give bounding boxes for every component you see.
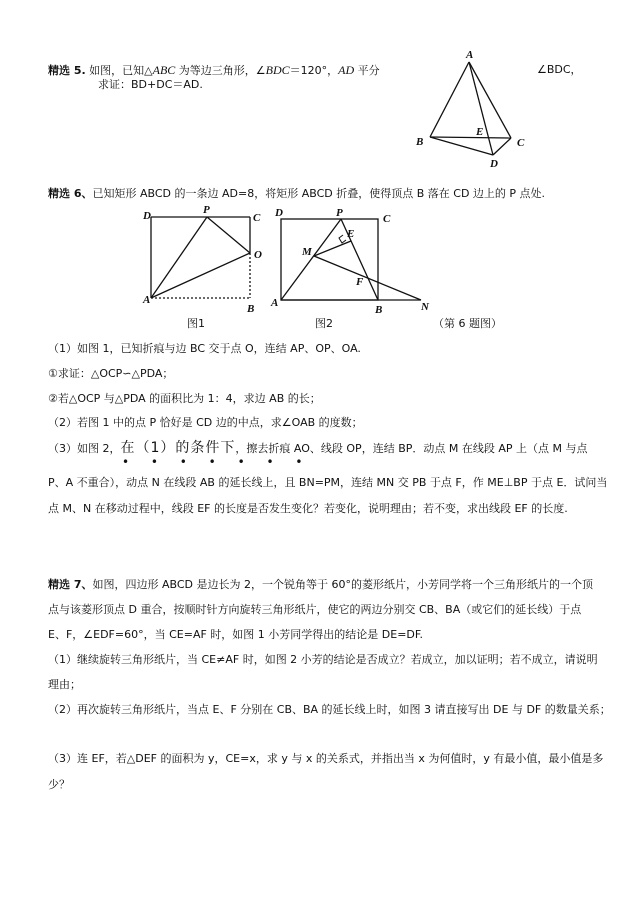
problem-6-q1: （1）如图 1，已知折痕与边 BC 交于点 O，连结 AP、OP、OA. [48, 342, 361, 355]
fig1-label-o: O [254, 249, 262, 261]
fig2-label-c: C [383, 213, 391, 225]
fig1-label-b: B [247, 303, 255, 315]
problem-6-q2: （2）若图 1 中的点 P 恰好是 CD 边的中点，求∠OAB 的度数； [48, 416, 363, 429]
problem-6-intro-text: 已知矩形 ABCD 的一条边 AD=8，将矩形 ABCD 折叠，使得顶点 B 落在 CD 边上的 P 点处. [92, 187, 546, 200]
problem-7-q2: （2）再次旋转三角形纸片，当点 E、F 分别在 CB、BA 的延长线上时，如图 3 请直接写出 DE 与 DF 的数量关系； [48, 703, 611, 716]
fig1-label-p: P [203, 204, 210, 216]
problem-5-text-b: 为等边三角形，∠ [175, 64, 266, 77]
problem-7-q3b: 少？ [48, 778, 70, 791]
problem-6-q3-start: （3）如图 2， [48, 442, 121, 455]
problem-7-line-1 [48, 578, 593, 592]
problem-5-text-d: 平分 [354, 64, 380, 77]
fig2-label-p: P [336, 207, 343, 219]
problem-6-q3-rest: ，擦去折痕 AO、线段 OP，连结 BP．动点 M 在线段 AP 上（点 M 与点 [235, 442, 588, 455]
problem-5-bdc: BDC [265, 63, 290, 77]
fig1-label-c: C [253, 212, 261, 224]
fig2-label-n: N [421, 301, 429, 313]
problem-6-q1a: ①求证：△OCP∽△PDA； [48, 367, 174, 380]
problem-7-q1b: 理由； [48, 678, 81, 691]
fig2-label-a: A [271, 297, 279, 309]
problem-6-q3-emphasis: 在（1）的条件下 [120, 440, 236, 456]
problem-6-q3-line-3: 点 M、N 在移动过程中，线段 EF 的长度是否发生变化？若变化，说明理由；若不变，求出线段 EF 的长度. [48, 502, 568, 515]
figure-1-caption: 图1 [187, 317, 205, 330]
problem-5-text-c: ＝120°， [289, 64, 339, 77]
fig2-label-d: D [275, 207, 283, 219]
figure-note: （第 6 题图） [433, 317, 502, 330]
problem-5-label: 精选 5. [48, 64, 86, 77]
fig2-label-e: E [347, 228, 355, 240]
problem-5-right-text: ∠BDC， [537, 63, 582, 76]
problem-6-label: 精选 6、 [48, 187, 93, 200]
fig1-label-d: D [143, 210, 151, 222]
problem-6-q1b: ②若△OCP 与△PDA 的面积比为 1：4，求边 AB 的长； [48, 392, 321, 405]
problem-7-label: 精选 7、 [48, 578, 93, 591]
problem-6-q3-line-1 [48, 441, 588, 456]
problem-7-q3a: （3）连 EF，若△DEF 的面积为 y，CE=x，求 y 与 x 的关系式，并指出当 x 为何值时，y 有最小值，最小值是多 [48, 752, 604, 765]
fig2-label-m: M [302, 246, 312, 258]
fig2-label-b: B [375, 304, 383, 316]
fig1-label-a: A [143, 294, 151, 306]
label-c: C [517, 137, 525, 149]
figure-1 [151, 217, 250, 298]
problem-5-line-2: 求证：BD+DC＝AD. [98, 78, 203, 91]
label-e: E [476, 126, 484, 138]
label-a: A [466, 49, 474, 61]
problem-7-line-3: E、F，∠EDF=60°，当 CE=AF 时，如图 1 小芳同学得出的结论是 DE=DF. [48, 628, 423, 641]
problem-7-q1a: （1）继续旋转三角形纸片，当 CE≠AF 时，如图 2 小芳的结论是否成立？若成立，加以证明；若不成立，请说明 [48, 653, 598, 666]
problem-5-text-a: 如图，已知△ [89, 64, 153, 77]
problem-7-line-2: 点与该菱形顶点 D 重合，按顺时针方向旋转三角形纸片，使它的两边分别交 CB、BA（或它们的延长线）于点 [48, 603, 582, 616]
label-b: B [416, 136, 424, 148]
emphasis-dots: • • • • • • • [122, 455, 312, 469]
figure-2-caption: 图2 [315, 317, 333, 330]
problem-6-q3-line-2: P、A 不重合），动点 N 在线段 AB 的延长线上，且 BN=PM，连结 MN 交 PB 于点 F，作 ME⊥BP 于点 E．试问当 [48, 476, 608, 489]
label-d: D [490, 158, 498, 170]
problem-7-line-1-text: 如图，四边形 ABCD 是边长为 2，一个锐角等于 60°的菱形纸片，小芳同学将一个三角形纸片的一个顶 [92, 578, 593, 591]
fig2-label-f: F [356, 276, 364, 288]
problem-5-abc: ABC [152, 63, 176, 77]
problem-5-ad: AD [338, 63, 355, 77]
